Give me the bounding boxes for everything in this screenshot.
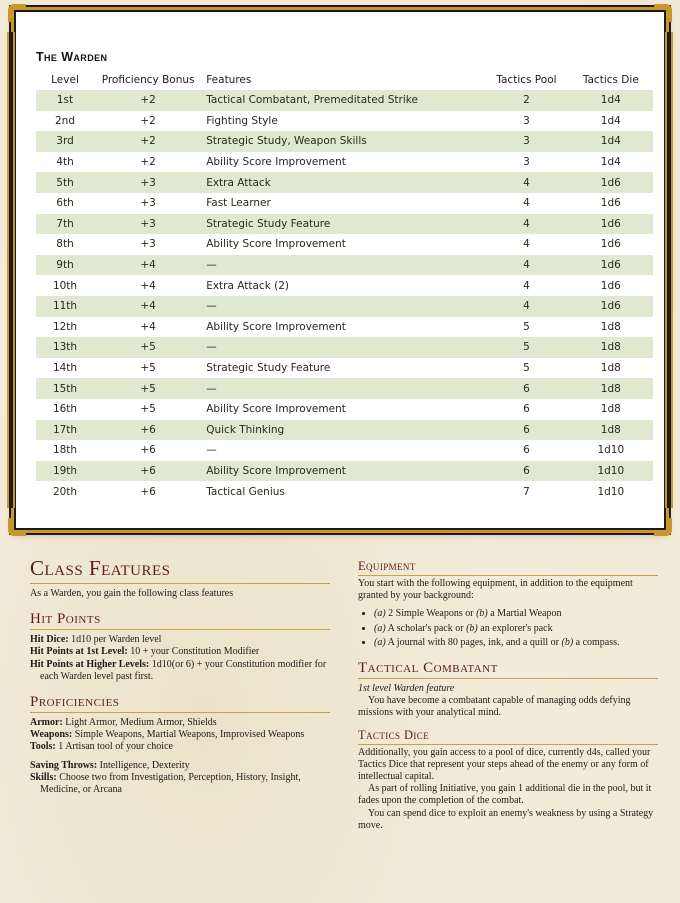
equipment-item-b-tag: (b) <box>476 608 488 620</box>
table-row <box>36 337 653 358</box>
features-cell: Ability Score Improvement <box>206 403 346 416</box>
tactics-pool-cell: 4 <box>523 197 530 210</box>
equipment-item-a-tag: (a) <box>374 622 386 634</box>
tactics-pool-cell: 4 <box>484 296 568 317</box>
tactics-pool-cell: 6 <box>484 378 568 399</box>
hp-first-level-value: 10 + your Constitution Modifier <box>130 646 260 658</box>
features-cell: Tactical Combatant, Premeditated Strike <box>202 90 484 111</box>
tactical-combatant-body: You have become a combatant capable of managing odds defying missions with your analytical mind. <box>358 695 631 719</box>
level-cell: 3rd <box>36 131 94 152</box>
tactics-die-cell: 1d10 <box>569 461 653 482</box>
tactics-pool-cell: 4 <box>484 255 568 276</box>
table-row <box>36 378 653 399</box>
tactics-dice-paragraph-2: As part of rolling Initiative, you gain 1 additional die in the pool, but it fades upon the completion of the combat. <box>358 783 652 807</box>
hp-higher-levels-line <box>30 659 330 683</box>
features-cell: Ability Score Improvement <box>206 156 346 169</box>
level-cell: 9th <box>36 255 94 276</box>
hp-higher-levels-value: 1d10(or 6) + your Constitution modifier for each Warden level past first. <box>40 658 327 682</box>
proficiency-bonus-cell: +2 <box>140 156 156 169</box>
level-cell: 15th <box>36 378 94 399</box>
tactics-pool-cell: 4 <box>484 214 568 235</box>
proficiency-bonus-cell: +4 <box>94 296 202 317</box>
tactics-die-cell: 1d8 <box>569 337 653 358</box>
equipment-item <box>374 623 658 635</box>
table-body <box>36 90 653 502</box>
equipment-item-b-tag: (b) <box>561 636 574 648</box>
table-row <box>36 193 653 214</box>
table-row <box>36 111 653 132</box>
level-cell: 13th <box>36 337 94 358</box>
tactics-die-cell: 1d6 <box>600 238 621 251</box>
armor-line <box>30 717 330 729</box>
features-cell: Ability Score Improvement <box>206 320 346 333</box>
proficiency-bonus-cell: +2 <box>94 90 202 111</box>
proficiency-bonus-cell: +3 <box>94 172 202 193</box>
saving-throws-line <box>30 760 330 772</box>
features-cell: Strategic Study Feature <box>206 362 331 375</box>
hit-dice-value: 1d10 per Warden level <box>71 634 162 646</box>
features-cell: Extra Attack <box>202 172 484 193</box>
tactical-combatant-heading: Tactical Combatant <box>358 659 658 679</box>
level-cell: 8th <box>56 238 74 251</box>
tactical-combatant-subtitle: 1st level Warden feature <box>358 683 455 695</box>
saving-throws-label: Saving Throws: <box>30 759 98 771</box>
saving-throws-value: Intelligence, Dexterity <box>99 759 190 771</box>
level-cell: 2nd <box>55 114 76 127</box>
proficiency-bonus-cell: +4 <box>94 255 202 276</box>
features-cell: Fighting Style <box>206 114 278 127</box>
skills-value: Choose two from Investigation, Perception, History, Insight, Medicine, or Arcana <box>40 771 301 796</box>
hp-higher-levels-label: Hit Points at Higher Levels: <box>30 658 150 670</box>
armor-label: Armor: <box>30 717 63 729</box>
frame-corner-ornament <box>654 4 672 22</box>
level-cell: 16th <box>52 403 78 416</box>
hit-points-heading: Hit Points <box>30 610 330 630</box>
proficiency-bonus-cell: +5 <box>140 403 156 416</box>
proficiency-bonus-cell: +4 <box>140 320 156 333</box>
proficiencies-heading: Proficiencies <box>30 693 330 713</box>
level-cell: 14th <box>52 362 78 375</box>
table-row <box>36 358 653 379</box>
tactics-pool-cell: 6 <box>484 420 568 441</box>
level-cell: 5th <box>36 172 94 193</box>
tactics-die-cell: 1d10 <box>597 485 625 498</box>
equipment-list <box>358 608 658 649</box>
tactics-die-cell: 1d10 <box>597 444 625 457</box>
proficiency-bonus-cell: +5 <box>140 362 156 375</box>
equipment-item-b-tag: (b) <box>466 622 478 634</box>
tactics-pool-cell: 5 <box>484 337 568 358</box>
tactics-dice-heading: Tactics Dice <box>358 728 658 745</box>
level-cell: 7th <box>36 214 94 235</box>
tactics-pool-cell: 3 <box>523 156 530 169</box>
features-cell: Strategic Study, Weapon Skills <box>202 131 484 152</box>
tactics-die-cell: 1d4 <box>569 131 653 152</box>
left-column <box>30 555 330 796</box>
tactics-pool-cell: 6 <box>523 444 530 457</box>
features-cell: Fast Learner <box>206 197 271 210</box>
tools-value: 1 Artisan tool of your choice <box>58 741 173 753</box>
frame-corner-ornament <box>8 4 26 22</box>
level-cell: 10th <box>52 279 78 292</box>
tools-label: Tools: <box>30 741 56 753</box>
equipment-intro: You start with the following equipment, in addition to the equipment granted by your background: <box>358 578 633 602</box>
proficiency-bonus-cell: +4 <box>140 279 156 292</box>
equipment-item-a-tag: (a) <box>374 636 386 648</box>
frame-side-ornament <box>9 32 13 508</box>
table-row <box>36 234 653 255</box>
features-cell: — <box>202 337 484 358</box>
tactics-die-cell: 1d4 <box>600 156 621 169</box>
weapons-label: Weapons: <box>30 729 73 741</box>
proficiency-bonus-cell: +6 <box>94 420 202 441</box>
header-proficiency-bonus: Proficiency Bonus <box>101 73 195 86</box>
hit-dice-line <box>30 634 330 646</box>
table-row <box>36 420 653 441</box>
table-row <box>36 131 653 152</box>
equipment-item <box>374 637 658 649</box>
level-cell: 11th <box>36 296 94 317</box>
equipment-item-a: 2 Simple Weapons or <box>385 608 477 620</box>
header-tactics-pool: Tactics Pool <box>496 73 557 86</box>
hp-first-level-label: Hit Points at 1st Level: <box>30 646 128 658</box>
equipment-item-a: A journal with 80 pages, ink, and a quill or <box>385 636 562 648</box>
tactics-die-cell: 1d8 <box>600 320 621 333</box>
proficiency-bonus-cell: +5 <box>94 378 202 399</box>
proficiency-bonus-cell: +2 <box>140 114 156 127</box>
tactics-die-cell: 1d6 <box>569 172 653 193</box>
weapons-line <box>30 729 330 741</box>
class-features-heading: Class Features <box>30 555 330 584</box>
skills-label: Skills: <box>30 771 57 783</box>
header-tactics-die: Tactics Die <box>582 73 639 86</box>
tactics-pool-cell: 4 <box>523 279 530 292</box>
proficiency-bonus-cell: +6 <box>140 444 156 457</box>
tactics-pool-cell: 7 <box>523 485 530 498</box>
table-title: The Warden <box>36 50 108 64</box>
proficiency-bonus-cell: +2 <box>94 131 202 152</box>
level-cell: 18th <box>52 444 78 457</box>
frame-corner-ornament <box>654 518 672 536</box>
tactics-die-cell: 1d6 <box>569 296 653 317</box>
tactics-pool-cell: 5 <box>523 362 530 375</box>
header-features: Features <box>206 73 252 86</box>
features-cell: Strategic Study Feature <box>202 214 484 235</box>
tactics-die-cell: 1d6 <box>600 279 621 292</box>
class-table-frame <box>14 10 666 530</box>
right-column <box>358 555 658 832</box>
frame-corner-ornament <box>8 518 26 536</box>
table-row <box>36 399 653 420</box>
table-row <box>36 214 653 235</box>
tactics-die-cell: 1d6 <box>569 255 653 276</box>
level-cell: 6th <box>56 197 74 210</box>
features-cell: Ability Score Improvement <box>202 461 484 482</box>
level-cell: 12th <box>52 320 78 333</box>
proficiency-bonus-cell: +6 <box>94 461 202 482</box>
features-cell: Ability Score Improvement <box>206 238 346 251</box>
tactics-pool-cell: 6 <box>484 461 568 482</box>
table-row <box>36 317 653 338</box>
hit-dice-label: Hit Dice: <box>30 634 69 646</box>
table-row <box>36 275 653 296</box>
tools-line <box>30 741 330 753</box>
tactics-dice-paragraph-3: You can spend dice to exploit an enemy's weakness by using a Strategy move. <box>358 807 654 831</box>
header-level: Level <box>51 73 79 86</box>
weapons-value: Simple Weapons, Martial Weapons, Improvised Weapons <box>74 729 305 741</box>
table-row <box>36 440 653 461</box>
table-row <box>36 481 653 502</box>
table-header-row <box>36 69 653 90</box>
equipment-item-b: a compass. <box>573 636 620 648</box>
tactics-pool-cell: 5 <box>523 320 530 333</box>
equipment-item-b: a Martial Weapon <box>487 608 562 620</box>
table-row <box>36 172 653 193</box>
proficiency-bonus-cell: +3 <box>140 238 156 251</box>
level-cell: 17th <box>36 420 94 441</box>
tactics-die-cell: 1d8 <box>600 403 621 416</box>
hp-first-level-line <box>30 646 330 658</box>
features-cell: Extra Attack (2) <box>206 279 289 292</box>
frame-side-ornament <box>667 32 671 508</box>
proficiency-bonus-cell: +3 <box>140 197 156 210</box>
tactics-die-cell: 1d6 <box>569 214 653 235</box>
features-cell: — <box>202 255 484 276</box>
table-row <box>36 152 653 173</box>
table-row <box>36 255 653 276</box>
tactics-pool-cell: 4 <box>523 238 530 251</box>
tactics-pool-cell: 3 <box>484 131 568 152</box>
proficiency-bonus-cell: +3 <box>94 214 202 235</box>
tactics-die-cell: 1d4 <box>600 114 621 127</box>
equipment-item-b: an explorer's pack <box>477 622 553 634</box>
tactics-die-cell: 1d8 <box>569 420 653 441</box>
tactics-dice-paragraph-1: Additionally, you gain access to a pool of dice, currently d4s, called your Tactics Dice that represent your steps ahead of the enemy or any form of intellectual capital. <box>358 746 651 783</box>
tactics-die-cell: 1d8 <box>600 362 621 375</box>
features-cell: — <box>206 444 217 457</box>
table-row <box>36 90 653 111</box>
armor-value: Light Armor, Medium Armor, Shields <box>65 717 217 729</box>
proficiency-bonus-cell: +5 <box>94 337 202 358</box>
tactics-pool-cell: 3 <box>523 114 530 127</box>
tactics-die-cell: 1d4 <box>569 90 653 111</box>
features-cell: Quick Thinking <box>202 420 484 441</box>
features-cell: Tactical Genius <box>206 485 285 498</box>
tactics-pool-cell: 4 <box>484 172 568 193</box>
equipment-item <box>374 608 658 620</box>
tactics-die-cell: 1d8 <box>569 378 653 399</box>
table-row <box>36 461 653 482</box>
features-cell: — <box>202 296 484 317</box>
class-features-intro: As a Warden, you gain the following class features <box>30 588 234 599</box>
class-level-table <box>36 69 653 502</box>
level-cell: 1st <box>36 90 94 111</box>
equipment-item-a: A scholar's pack or <box>385 622 467 634</box>
equipment-heading: Equipment <box>358 559 658 576</box>
features-cell: — <box>202 378 484 399</box>
tactics-die-cell: 1d6 <box>600 197 621 210</box>
proficiency-bonus-cell: +6 <box>140 485 156 498</box>
level-cell: 4th <box>56 156 74 169</box>
level-cell: 19th <box>36 461 94 482</box>
tactics-pool-cell: 2 <box>484 90 568 111</box>
skills-line <box>30 772 330 796</box>
level-cell: 20th <box>52 485 78 498</box>
equipment-item-a-tag: (a) <box>374 608 386 620</box>
table-row <box>36 296 653 317</box>
tactics-pool-cell: 6 <box>523 403 530 416</box>
